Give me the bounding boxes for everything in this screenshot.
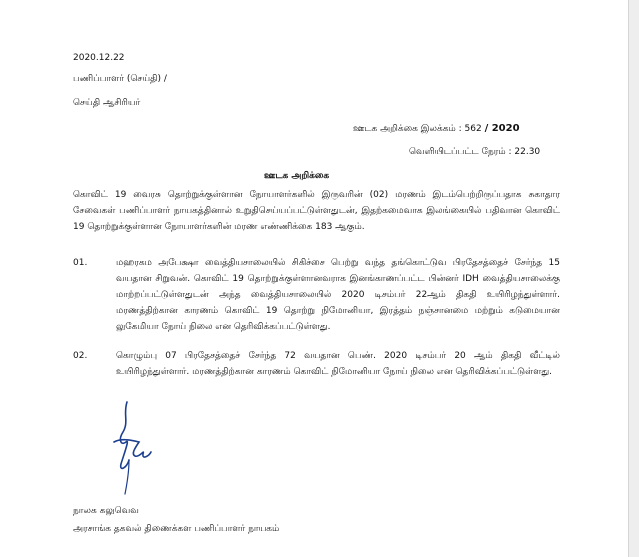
release-number (353, 123, 520, 135)
item-number: 02. (73, 351, 88, 361)
signatory-title: அரசாங்க தகவல் திணைக்கள பணிப்பாளர் நாயகம் (73, 524, 280, 534)
release-number-value: 562 (464, 124, 482, 134)
viewer-scroll-edge[interactable] (629, 0, 639, 557)
release-time (409, 146, 540, 158)
recipient-line-2: செய்தி ஆசிரியர் (73, 98, 141, 108)
page-title: ஊடக அறிக்கை (264, 171, 330, 181)
release-time-value: 22.30 (514, 147, 541, 157)
release-number-label: ஊடக அறிக்கை இலக்கம் : (353, 124, 462, 134)
release-time-label: வெளியிடப்பட்ட நேரம் : (409, 147, 512, 157)
list-item: மஹரகம அபேக்ஷா வைத்தியசாலையில் சிகிச்சை பெற்று வந்த தங்கொட்டுவ பிரதேசத்தைச் சேர்ந்த 15 வயதான சிறுவன். கொவிட் 19 தொற்றுக்குள்ளானவராக இனங்காணப்பட்ட பின்னர் IDH வைத்தியசாலைக்கு மாற்றப்பட்டுள்ளதுடன் அந்த வைத்தியசாலையில் 2020 டிசம்பர் 22ஆம் திகதி உயிரிழந்துள்ளார். மரணத்திற்கான காரணம் கொவிட் 19 தொற்று நிமோனியா, இரத்தம் நஞ்சானமை மற்றும் கடுமையான லுகேமியா நோய் நிலை என தெரிவிக்கப்பட்டுள்ளது. (116, 258, 560, 332)
intro-paragraph: கொவிட் 19 வைரசு தொற்றுக்குள்ளான நோயாளர்களில் இருவரின் (02) மரணம் இடம்பெற்றிருப்பதாக சுகாதார சேவைகள் பணிப்பாளர் நாயகத்தினால் உறுதிசெய்யப்பட்டுள்ளதுடன், இதற்கமைவாக இலங்கையில் பதிவான கொவிட் 19 தொற்றுக்குள்ளான நோயாளர்களின் மரண எண்ணிக்கை 183 ஆகும். (73, 190, 560, 232)
release-number-year: / 2020 (484, 123, 520, 134)
release-date: 2020.12.22 (73, 53, 125, 63)
recipient-line-1: பணிப்பாளர் (செய்தி) / (73, 74, 167, 84)
item-number: 01. (73, 258, 88, 268)
list-item: கொழும்பு 07 பிரதேசத்தைச் சேர்ந்த 72 வயதான பெண். 2020 டிசம்பர் 20 ஆம் திகதி வீட்டில் உயிரிழந்துள்ளார். மரணத்திற்கான காரணம் கொவிட் நிமோனியா நோய் நிலை என தெரிவிக்கப்பட்டுள்ளது. (116, 351, 560, 377)
signatory-name: நாலக கலுவெவ (73, 506, 139, 516)
signature-image (105, 398, 165, 498)
